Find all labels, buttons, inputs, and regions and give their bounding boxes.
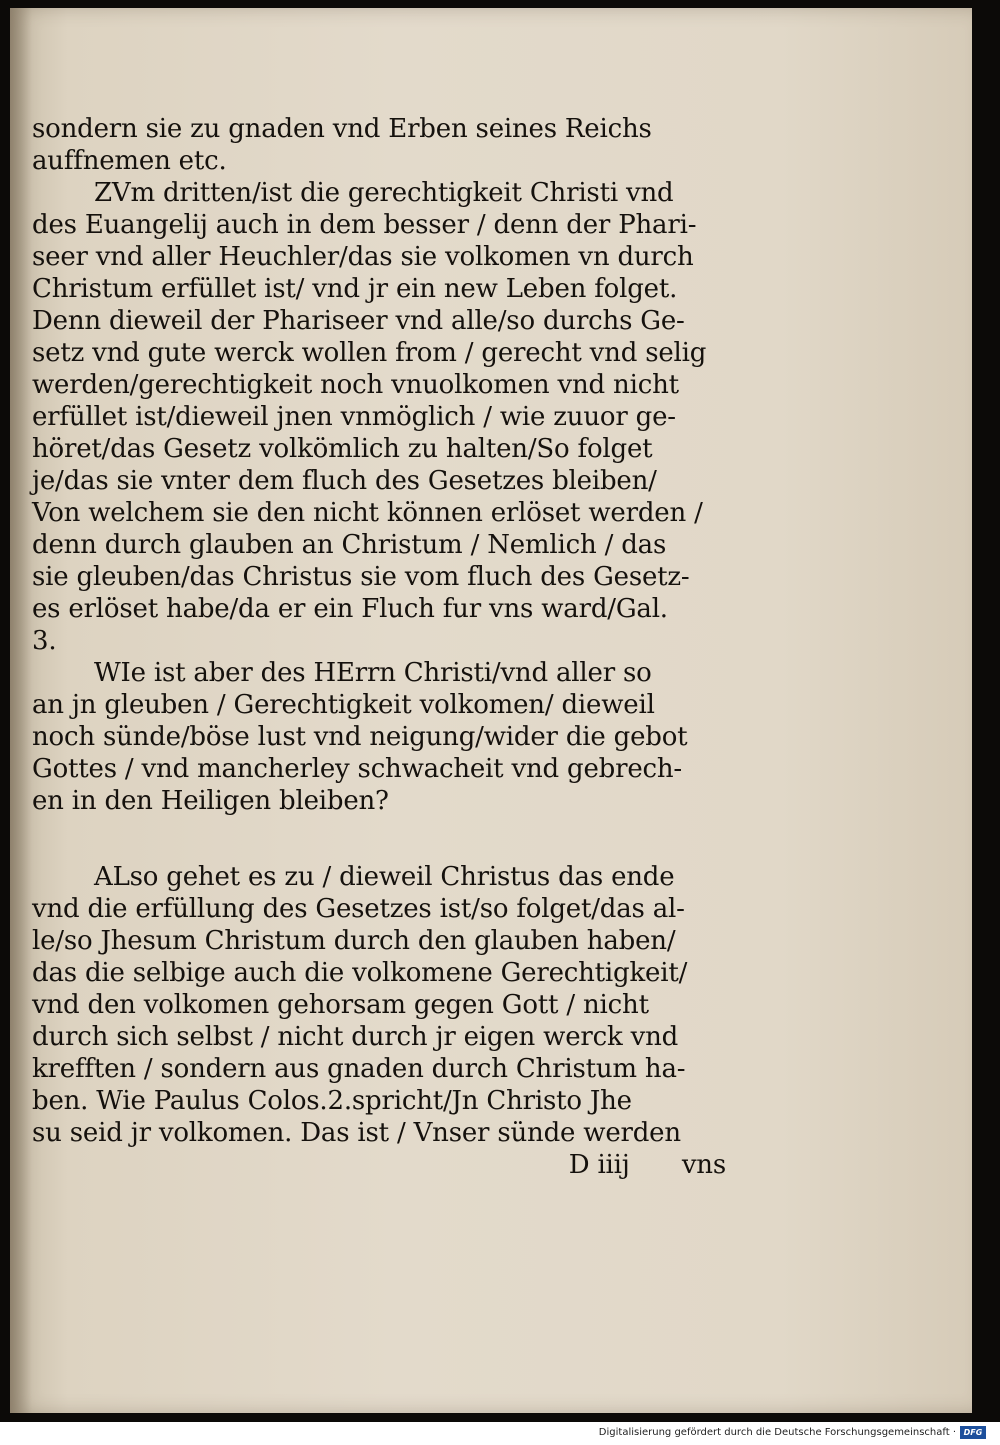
- text-line: denn durch glauben an Christum / Nemlich / das: [32, 530, 667, 560]
- catchword: vns: [681, 1150, 726, 1180]
- dfg-logo-icon: DFG: [960, 1426, 986, 1439]
- text-line: vnd den volkomen gehorsam gegen Gott / nicht: [32, 990, 649, 1020]
- text-line: le/so Jhesum Christum durch den glauben haben/: [32, 926, 676, 956]
- text-line: werden/gerechtigkeit noch vnuolkomen vnd nicht: [32, 370, 679, 400]
- signature-mark: D iiij: [568, 1150, 630, 1180]
- text-line: sie gleuben/das Christus sie vom fluch des Gesetz-: [32, 562, 690, 592]
- text-line: das die selbige auch die volkomene Gerechtigkeit/: [32, 958, 688, 988]
- text-line: durch sich selbst / nicht durch jr eigen werck vnd: [32, 1022, 679, 1052]
- text-line: WIe ist aber des HErrn Christi/vnd aller so: [94, 658, 652, 688]
- text-line: seer vnd aller Heuchler/das sie volkomen vn durch: [32, 242, 694, 272]
- text-line: es erlöset habe/da er ein Fluch fur vns ward/Gal.: [32, 594, 668, 624]
- book-page: [10, 8, 972, 1413]
- text-line: su seid jr volkomen. Das ist / Vnser sünde werden: [32, 1118, 681, 1148]
- text-line: ben. Wie Paulus Colos.2.spricht/Jn Christo Jhe: [32, 1086, 632, 1116]
- text-line: sondern sie zu gnaden vnd Erben seines Reichs: [32, 114, 652, 144]
- text-line: ZVm dritten/ist die gerechtigkeit Christi vnd: [94, 178, 674, 208]
- text-line: an jn gleuben / Gerechtigkeit volkomen/ dieweil: [32, 690, 655, 720]
- text-line: 3.: [32, 626, 57, 656]
- text-line: höret/das Gesetz volkömlich zu halten/So folget: [32, 434, 653, 464]
- text-line: des Euangelij auch in dem besser / denn der Phari-: [32, 210, 697, 240]
- text-line: Christum erfüllet ist/ vnd jr ein new Leben folget.: [32, 274, 678, 304]
- text-line: Von welchem sie den nicht können erlöset werden /: [32, 498, 703, 528]
- text-line: en in den Heiligen bleiben?: [32, 786, 389, 816]
- text-line: ALso gehet es zu / dieweil Christus das ende: [94, 862, 675, 892]
- text-line: krefften / sondern aus gnaden durch Christum ha-: [32, 1054, 686, 1084]
- footer-bar: [0, 1422, 1000, 1445]
- text-line: erfüllet ist/dieweil jnen vnmöglich / wie zuuor ge-: [32, 402, 676, 432]
- page-text-block: [32, 113, 732, 1181]
- text-line: setz vnd gute werck wollen from / gerecht vnd selig: [32, 338, 707, 368]
- funding-credit: Digitalisierung gefördert durch die Deutsche Forschungsgemeinschaft ·: [598, 1427, 956, 1438]
- text-line: je/das sie vnter dem fluch des Gesetzes bleiben/: [32, 466, 657, 496]
- signature-line: [32, 1149, 732, 1181]
- text-line: Gottes / vnd mancherley schwacheit vnd gebrech-: [32, 754, 683, 784]
- paragraph-gap: [32, 817, 732, 861]
- text-line: noch sünde/böse lust vnd neigung/wider die gebot: [32, 722, 688, 752]
- text-line: vnd die erfüllung des Gesetzes ist/so folget/das al-: [32, 894, 685, 924]
- text-line: Denn dieweil der Phariseer vnd alle/so durchs Ge-: [32, 306, 685, 336]
- text-line: auffnemen etc.: [32, 146, 227, 176]
- page-gutter-shadow: [10, 8, 32, 1413]
